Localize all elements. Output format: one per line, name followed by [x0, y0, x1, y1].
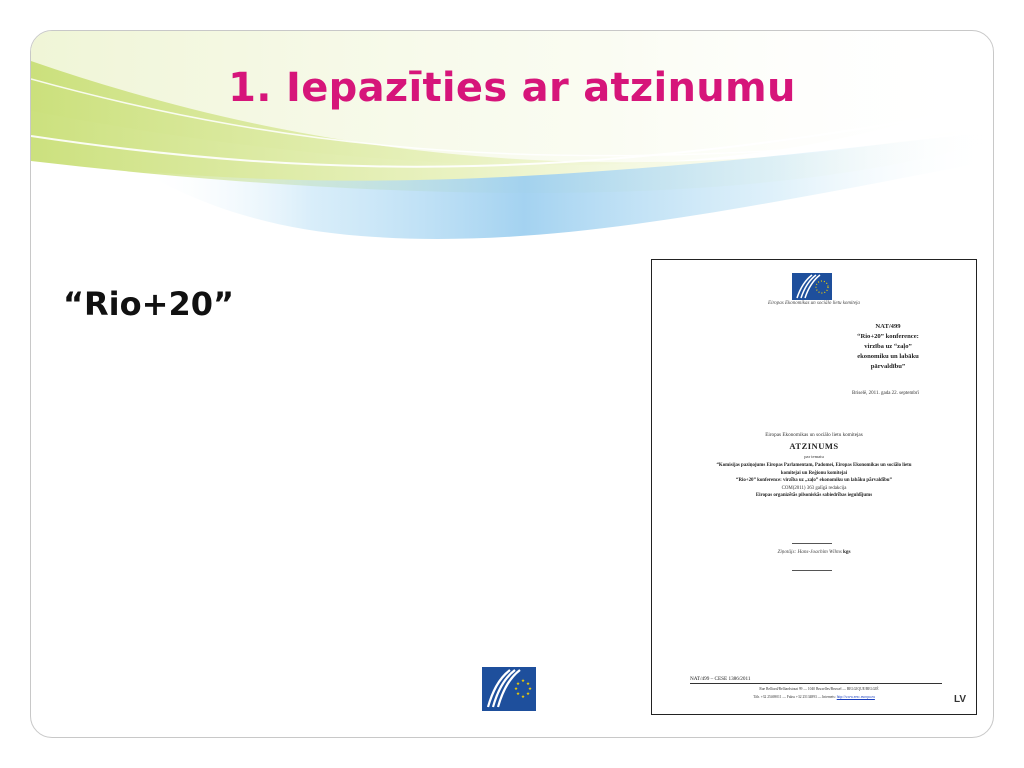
slide-title: 1. Iepazīties ar atzinumu	[228, 65, 796, 111]
footer-address-line: Rue Belliard/Belliardstraat 99 — 1040 Bruxelles/Brussel — BELGIQUE/BELGIË	[759, 687, 879, 691]
document-divider	[792, 570, 832, 571]
document-opinion-type: Eiropas organizētās pilsoniskās sabiedrības ieguldījums	[755, 493, 873, 498]
document-subject-line: komitejai un Reģionu komitejai	[780, 470, 848, 476]
document-footer-ref: NAT/499 – CESE 1386/2011	[690, 676, 751, 682]
opinion-document-thumbnail	[651, 259, 977, 715]
document-reference-block	[838, 322, 938, 372]
rapporteur-suffix: kgs	[843, 549, 851, 555]
document-ref-code: NAT/499	[875, 323, 901, 330]
document-footer-rule	[690, 683, 942, 684]
document-subject-line: “Rio+20” konference: virzība uz „zaļo” ekonomiku un labāku pārvaldību”	[736, 478, 892, 483]
document-subject-prefix: par tematu	[804, 454, 824, 459]
bullet-text: “Rio+20”	[63, 285, 234, 323]
document-ref-title-line: virzība uz “zaļo”	[864, 343, 912, 350]
document-heading: ATZINUMS	[789, 441, 839, 451]
document-com-ref: COM(2011) 363 galīgā redakcija	[781, 485, 847, 491]
footer-url-link[interactable]: http://www.eesc.europa.eu	[836, 695, 875, 699]
document-ref-title-line: pārvaldību”	[870, 363, 906, 370]
svg-text:★: ★	[526, 682, 531, 687]
svg-text:★: ★	[521, 695, 526, 700]
document-language-code: LV	[953, 694, 966, 705]
document-place-date: Briselē, 2011. gada 22. septembrī	[852, 391, 919, 396]
document-org-line: Eiropas Ekonomikas un sociālo lietu komiteja	[768, 301, 860, 306]
document-subject-line: “Komisijas paziņojums Eiropas Parlamentam, Padomei, Eiropas Ekonomikas un sociālo lietu	[716, 463, 912, 468]
document-ref-title-line: ekonomiku un labāku	[857, 353, 919, 360]
document-committee: Eiropas Ekonomikas un sociālo lietu komitejas	[765, 432, 863, 438]
svg-text:★: ★	[528, 687, 533, 692]
svg-text:★: ★	[526, 692, 531, 697]
eesc-logo	[482, 667, 536, 711]
document-footer-address	[652, 685, 976, 701]
svg-text:★: ★	[516, 682, 521, 687]
svg-text:★: ★	[514, 687, 519, 692]
svg-text:★: ★	[521, 679, 526, 684]
document-rapporteur	[672, 549, 956, 555]
document-divider	[792, 543, 832, 544]
document-ref-title-line: “Rio+20” konference:	[857, 333, 919, 340]
footer-contacts: Tālr. +32 25469011 — Fakss +32 25134893 — Internets:	[753, 695, 836, 699]
rapporteur-label: Ziņotājs:	[777, 549, 797, 555]
rapporteur-name: Hans-Joachim Wilms	[797, 549, 842, 555]
slide	[30, 30, 994, 738]
document-eesc-logo	[792, 273, 832, 300]
document-subject-block	[672, 462, 956, 500]
svg-text:★: ★	[516, 692, 521, 697]
